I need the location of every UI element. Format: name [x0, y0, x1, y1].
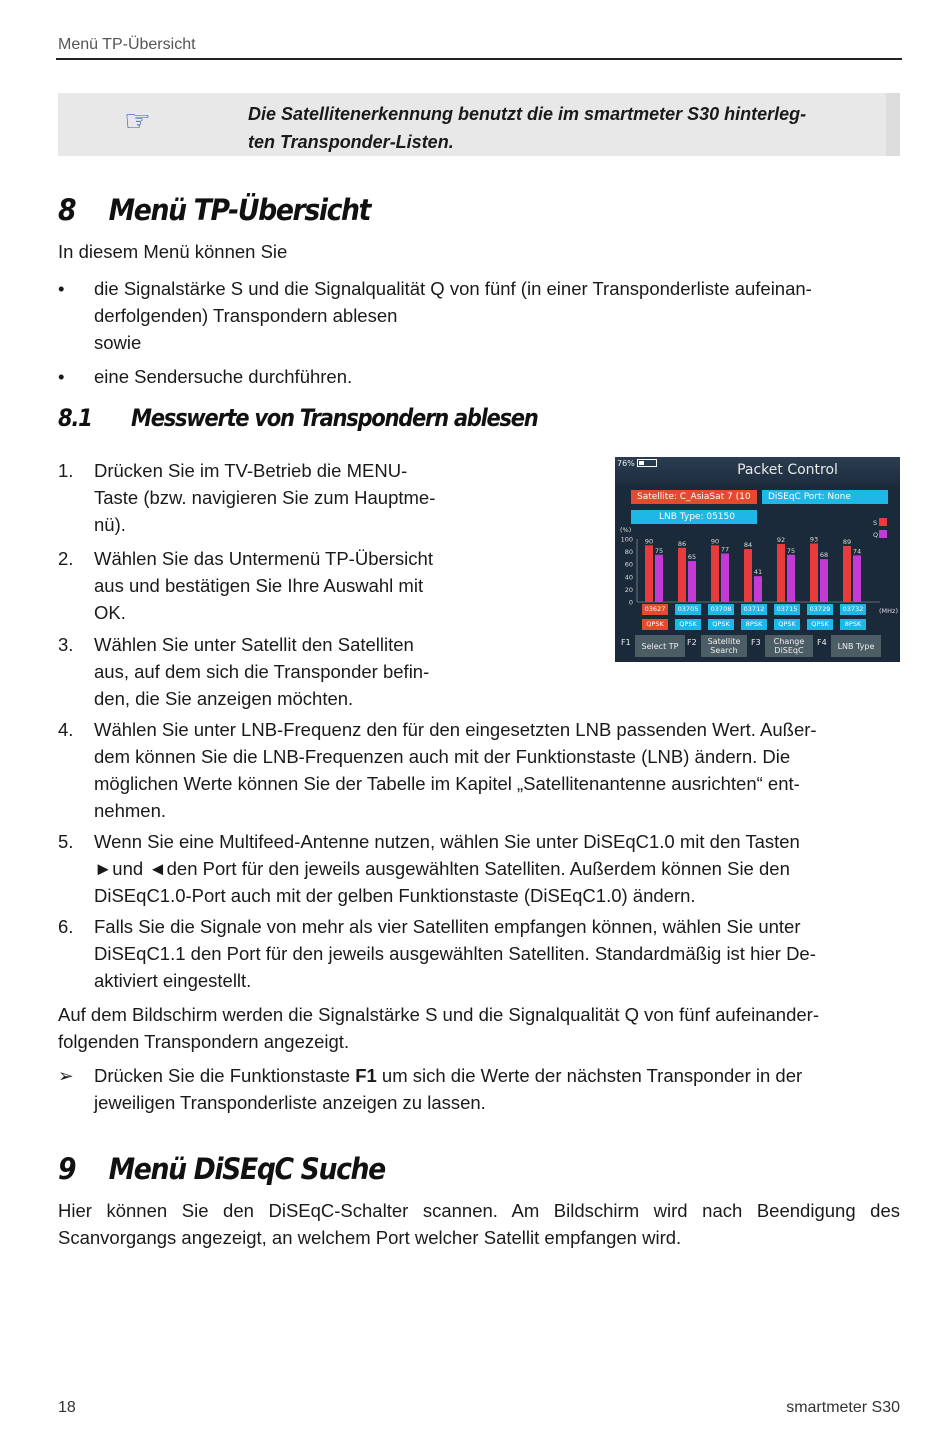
- signal-bar: [810, 543, 818, 602]
- section-9-title: Menü DiSEqC Suche: [108, 1152, 385, 1186]
- section-8-number: 8: [58, 193, 76, 227]
- step-line: Wenn Sie eine Multifeed-Antenne nutzen, wählen Sie unter DiSEqC1.0 mit den Tasten: [94, 831, 800, 852]
- signal-bar: [744, 549, 752, 602]
- lnb-type-field[interactable]: LNB Type: 05150: [631, 510, 757, 524]
- step-line: Taste (bzw. navigieren Sie zum Hauptme-: [94, 487, 436, 508]
- note-strip: [886, 93, 900, 156]
- signal-bar-value-label: 93: [809, 535, 819, 544]
- step-line: Wählen Sie das Untermenü TP-Übersicht: [94, 548, 433, 569]
- quality-bar-value-label: 77: [720, 545, 730, 554]
- step-line: möglichen Werte können Sie der Tabelle im Kapitel „Satellitenantenne ausrichten“ ent-: [94, 773, 800, 794]
- legend-s-swatch: [879, 518, 887, 526]
- quality-bar: [820, 559, 828, 602]
- change-diseqc-label-2: DiSEqC: [774, 646, 804, 655]
- transponder-modulation-label: 8PSK: [840, 619, 866, 630]
- step-line: OK.: [94, 602, 126, 623]
- lnb-type-button[interactable]: [831, 635, 881, 657]
- bullet-1-line-3: sowie: [94, 332, 142, 353]
- note-line-2: ten Transponder-Listen.: [248, 132, 454, 152]
- f4-key-label: F4: [817, 638, 827, 647]
- select-tp-button[interactable]: [635, 635, 685, 657]
- tip-text-pre: Drücken Sie die Funktionstaste: [94, 1065, 356, 1086]
- quality-bar-value-label: 74: [852, 547, 862, 556]
- select-tp-label: Select TP: [641, 641, 679, 651]
- quality-bar: [754, 576, 762, 602]
- change-diseqc-label-1: Change: [773, 637, 805, 646]
- y-tick-label: 100: [620, 535, 633, 544]
- step-line: nü).: [94, 514, 126, 535]
- step-1: [58, 457, 538, 538]
- section-8-1-title: Messwerte von Transpondern ablesen: [131, 404, 538, 432]
- step-line: dem können Sie die LNB-Frequenzen auch mit der Funktionstaste (LNB) ändern. Die: [94, 746, 791, 767]
- f3-key-label: F3: [751, 638, 761, 647]
- page-number: 18: [58, 1399, 76, 1416]
- transponder-modulation-label: QPSK: [642, 619, 668, 630]
- step-2: [58, 545, 538, 626]
- tip-line-1: [94, 1062, 900, 1089]
- quality-bar-value-label: 75: [786, 546, 796, 555]
- satellite-field[interactable]: Satellite: C_AsiaSat 7 (10: [631, 490, 757, 504]
- arrow-bullet-icon: ➢: [58, 1065, 74, 1086]
- satellite-search-label-1: Satellite: [707, 637, 741, 646]
- pointing-hand-icon: ☞: [124, 105, 151, 138]
- step-line: Drücken Sie im TV-Betrieb die MENU-: [94, 460, 408, 481]
- transponder-freq-button[interactable]: 03705: [675, 604, 701, 615]
- note-box: [58, 93, 900, 156]
- signal-bar-value-label: 84: [743, 541, 753, 550]
- tip-item: [58, 1062, 900, 1116]
- signal-bar-chart: [615, 457, 900, 662]
- signal-bar-value-label: 86: [677, 539, 687, 548]
- transponder-freq-button[interactable]: 03627: [642, 604, 668, 615]
- section-9-line-2: Scanvorgangs angezeigt, an welchem Port welcher Satellit empfangen wird.: [58, 1227, 682, 1248]
- section-8-1-number: 8.1: [58, 404, 92, 432]
- quality-bar-value-label: 75: [654, 546, 664, 555]
- y-tick-label: 0: [628, 598, 633, 607]
- transponder-freq-button[interactable]: 03729: [807, 604, 833, 615]
- step-line: den, die Sie anzeigen möchten.: [94, 688, 354, 709]
- step-4: [58, 716, 900, 824]
- note-text: [248, 100, 888, 156]
- step-marker: 3.: [58, 634, 74, 655]
- note-line-1: Die Satellitenerkennung benutzt die im smartmeter S30 hinterleg-: [248, 104, 807, 124]
- transponder-modulation-label: QPSK: [708, 619, 734, 630]
- step-marker: 6.: [58, 916, 74, 937]
- y-tick-label: 80: [624, 548, 633, 557]
- screen-title: Packet Control: [737, 462, 838, 478]
- step-line: aktiviert eingestellt.: [94, 970, 252, 991]
- transponder-freq-button[interactable]: 03715: [774, 604, 800, 615]
- bullet-marker: •: [58, 366, 65, 387]
- bullet-marker: •: [58, 278, 65, 299]
- change-diseqc-button[interactable]: [765, 635, 813, 657]
- transponder-freq-button[interactable]: 03732: [840, 604, 866, 615]
- f2-key-label: F2: [687, 638, 697, 647]
- y-unit-label: (%): [620, 526, 632, 534]
- step-line: aus, auf dem sich die Transponder befin-: [94, 661, 430, 682]
- legend-q-label: Q: [873, 531, 879, 539]
- satellite-search-label-2: Search: [710, 646, 738, 655]
- step-marker: 2.: [58, 548, 74, 569]
- step-line: Wählen Sie unter Satellit den Satelliten: [94, 634, 414, 655]
- section-8-1-heading: [58, 404, 537, 432]
- signal-bar: [777, 544, 785, 602]
- step-line: ►und ◄den Port für den jeweils ausgewählten Satelliten. Außerdem können Sie den: [94, 858, 790, 879]
- tip-line-2: jeweiligen Transponderliste anzeigen zu lassen.: [94, 1092, 486, 1113]
- signal-bar: [645, 545, 653, 602]
- signal-bar-value-label: 90: [644, 537, 654, 546]
- step-marker: 1.: [58, 460, 74, 481]
- quality-bar: [655, 555, 663, 602]
- step-6: [58, 913, 900, 994]
- section-9-paragraph: [58, 1197, 900, 1251]
- signal-bar: [843, 546, 851, 602]
- bullet-item-1: [58, 275, 900, 356]
- packet-control-screen: [615, 457, 900, 662]
- step-line: nehmen.: [94, 800, 166, 821]
- quality-bar: [721, 553, 729, 602]
- step-line: Falls Sie die Signale von mehr als vier Satelliten empfangen können, wählen Sie unter: [94, 916, 801, 937]
- signal-bar: [678, 548, 686, 602]
- signal-bar-value-label: 89: [842, 537, 852, 546]
- step-line: DiSEqC1.1 den Port für den jeweils ausgewählten Satelliten. Standardmäßig ist hier De-: [94, 943, 816, 964]
- section-8-intro: In diesem Menü können Sie: [58, 241, 288, 262]
- transponder-modulation-label: QPSK: [774, 619, 800, 630]
- quality-bar-value-label: 41: [753, 568, 763, 577]
- result-line-2: folgenden Transpondern angezeigt.: [58, 1031, 350, 1052]
- bullet-1-line-1: die Signalstärke S und die Signalqualität Q von fünf (in einer Transponderliste aufeinan-: [94, 278, 812, 299]
- transponder-modulation-label: QPSK: [675, 619, 701, 630]
- step-line: aus und bestätigen Sie Ihre Auswahl mit: [94, 575, 424, 596]
- section-9-number: 9: [58, 1152, 76, 1186]
- result-paragraph: [58, 1001, 900, 1055]
- footer-product-name: smartmeter S30: [786, 1399, 900, 1416]
- transponder-modulation-label: QPSK: [807, 619, 833, 630]
- signal-bar-value-label: 90: [710, 537, 720, 546]
- section-9-heading: [58, 1152, 385, 1186]
- header-rule: [56, 58, 902, 60]
- section-8-heading: [58, 193, 370, 227]
- y-tick-label: 60: [624, 560, 633, 569]
- running-title: Menü TP-Übersicht: [58, 36, 196, 53]
- diseqc-port-field[interactable]: DiSEqC Port: None: [762, 490, 888, 504]
- signal-bar-value-label: 92: [776, 536, 786, 545]
- lnb-type-label: LNB Type: [837, 641, 875, 651]
- result-line-1: Auf dem Bildschirm werden die Signalstärke S und die Signalqualität Q von fünf aufeinander-: [58, 1004, 819, 1025]
- signal-bar: [711, 545, 719, 602]
- section-8-title: Menü TP-Übersicht: [108, 193, 371, 227]
- step-5: [58, 828, 900, 909]
- tip-key-f1: F1: [355, 1065, 377, 1086]
- tip-text-post: um sich die Werte der nächsten Transponder in der: [376, 1065, 803, 1086]
- quality-bar: [787, 555, 795, 602]
- satellite-search-button[interactable]: [701, 635, 747, 657]
- transponder-modulation-label: 8PSK: [741, 619, 767, 630]
- bullet-item-2: [58, 363, 900, 390]
- transponder-freq-button[interactable]: 03712: [741, 604, 767, 615]
- legend-s-label: S: [873, 519, 878, 527]
- quality-bar: [688, 561, 696, 602]
- step-3: [58, 631, 538, 712]
- step-line: Wählen Sie unter LNB-Frequenz den für den eingesetzten LNB passenden Wert. Außer-: [94, 719, 817, 740]
- y-tick-label: 20: [624, 585, 633, 594]
- battery-level: 76%: [617, 459, 635, 468]
- transponder-freq-button[interactable]: 03708: [708, 604, 734, 615]
- y-tick-label: 40: [624, 573, 633, 582]
- section-9-line-1: Hier können Sie den DiSEqC-Schalter scannen. Am Bildschirm wird nach Beendigung des: [58, 1200, 900, 1221]
- quality-bar-value-label: 68: [819, 551, 829, 560]
- bullet-2-line-1: eine Sendersuche durchführen.: [94, 366, 353, 387]
- quality-bar: [853, 555, 861, 602]
- legend-q-swatch: [879, 530, 887, 538]
- bullet-1-line-2: derfolgenden) Transpondern ablesen: [94, 305, 398, 326]
- step-line: DiSEqC1.0-Port auch mit der gelben Funktionstaste (DiSEqC1.0) ändern.: [94, 885, 696, 906]
- quality-bar-value-label: 65: [687, 553, 697, 562]
- step-marker: 5.: [58, 831, 74, 852]
- step-marker: 4.: [58, 719, 74, 740]
- f1-key-label: F1: [621, 638, 631, 647]
- x-unit-label: (MHz): [879, 607, 898, 615]
